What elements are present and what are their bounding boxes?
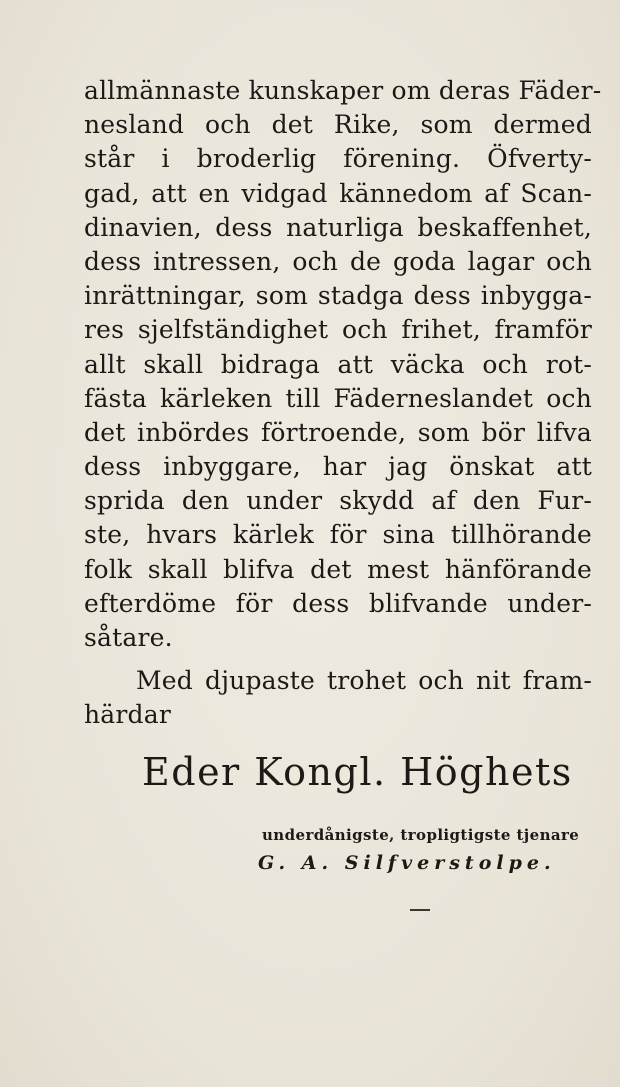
text-line: ste, hvars kärlek för sina tillhörande: [84, 520, 592, 550]
divider: [410, 909, 430, 911]
servant-line: underdånigste, tropligtigste tjenare: [262, 826, 580, 844]
signature: G. A. Silfverstolpe.: [258, 852, 556, 874]
body-text: [84, 74, 602, 655]
text-line: gad, att en vidgad kännedom af Scan-: [84, 178, 592, 208]
text-line: res sjelfständighet och frihet, framför: [84, 315, 592, 345]
text-line: dinavien, dess naturliga beskaffenhet,: [84, 212, 592, 242]
text-line: folk skall blifva det mest hänförande: [84, 554, 592, 584]
text-line: dess intressen, och de goda lagar och: [84, 246, 592, 276]
closing-line: Med djupaste trohet och nit fram-: [136, 666, 592, 695]
closing-text: [84, 664, 592, 732]
text-line: fästa kärleken till Fäderneslandet och: [84, 383, 592, 413]
closing-line: härdar: [84, 700, 172, 730]
text-line: allmännaste kunskaper om deras Fäder-: [84, 76, 602, 105]
text-line: dess inbyggare, har jag önskat att: [84, 452, 592, 482]
text-line: står i broderlig förening. Öfverty-: [84, 144, 592, 174]
text-line: inrättningar, som stadga dess inbygga-: [84, 281, 592, 311]
text-line: efterdöme för dess blifvande under-: [84, 588, 592, 618]
text-line: allt skall bidraga att väcka och rot-: [84, 349, 592, 379]
text-line: det inbördes förtroende, som bör lifva: [84, 417, 592, 447]
address-line: Eder Kongl. Höghets: [142, 750, 573, 794]
text-line: sprida den under skydd af den Fur-: [84, 486, 592, 516]
text-line: såtare.: [84, 623, 173, 652]
text-line: nesland och det Rike, som dermed: [84, 110, 592, 140]
